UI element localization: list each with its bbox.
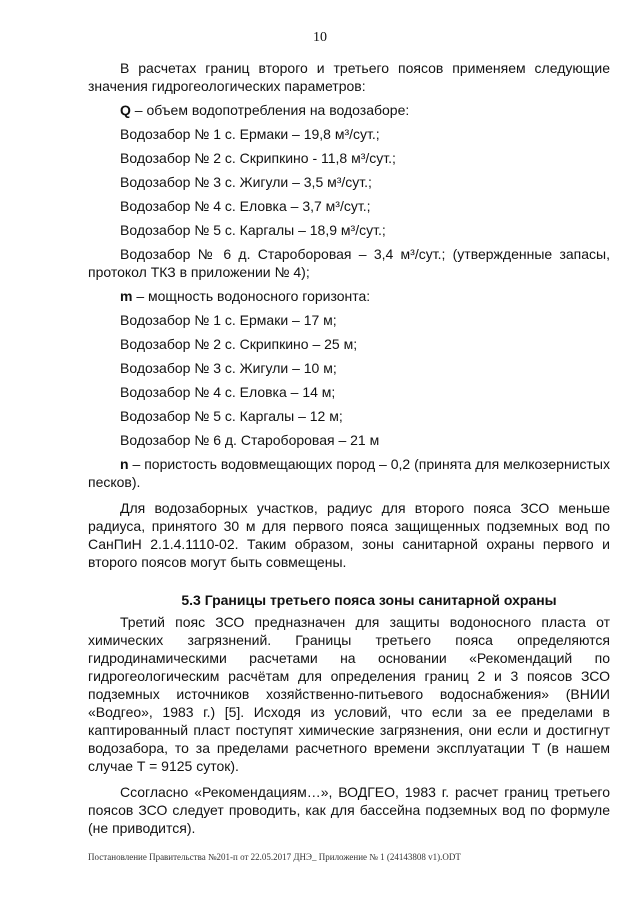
radius-paragraph: Для водозаборных участков, радиус для второго пояса ЗСО меньше радиуса, принятого 30 м для первого пояса защищенных подземных вод по СанПиН 2.1.4.1110-02. Таким образом, зоны санитарной охраны первого и второго поясов могут быть совмещены. [88, 500, 610, 570]
m-definition-text: – мощность водоносного горизонта: [132, 288, 371, 304]
document-footer: Постановление Правительства №201-п от 22.05.2017 ДНЭ_ Приложение № 1 (24143808 v1).ODT [88, 852, 461, 862]
m-item-2: Водозабор № 2 с. Скрипкино – 25 м; [120, 336, 358, 352]
n-symbol: n [120, 456, 129, 472]
page-content [88, 59, 610, 837]
m-item-6: Водозабор № 6 д. Староборовая – 21 м [120, 432, 380, 448]
m-item-3: Водозабор № 3 с. Жигули – 10 м; [120, 360, 337, 376]
m-item-5: Водозабор № 5 с. Каргалы – 12 м; [120, 408, 343, 424]
q-item-2: Водозабор № 2 с. Скрипкино - 11,8 м³/сут.; [120, 150, 396, 166]
m-item-4: Водозабор № 4 с. Еловка – 14 м; [120, 384, 336, 400]
q-symbol: Q [120, 102, 131, 118]
q-item-4: Водозабор № 4 с. Еловка – 3,7 м³/сут.; [120, 198, 371, 214]
q-item-3: Водозабор № 3 с. Жигули – 3,5 м³/сут.; [120, 174, 372, 190]
m-symbol: m [120, 288, 133, 304]
q-definition-text: – объем водопотребления на водозаборе: [130, 102, 410, 118]
q-definition [88, 101, 610, 119]
n-definition-text: – пористость водовмещающих пород – 0,2 (принята для мелкозернистых песков). [88, 456, 610, 490]
page-number: 10 [313, 30, 327, 45]
m-item-1: Водозабор № 1 с. Ермаки – 17 м; [120, 312, 337, 328]
q-item-5: Водозабор № 5 с. Каргалы – 18,9 м³/сут.; [120, 222, 386, 238]
intro-paragraph: В расчетах границ второго и третьего поясов применяем следующие значения гидрогеологических параметров: [88, 60, 610, 94]
q-item-1: Водозабор № 1 с. Ермаки – 19,8 м³/сут.; [120, 126, 380, 142]
q-item-6: Водозабор № 6 д. Староборовая – 3,4 м³/сут.; (утвержденные запасы, протокол ТКЗ в приложении № 4); [88, 246, 610, 280]
third-belt-paragraph: Третий пояс ЗСО предназначен для защиты водоносного пласта от химических загрязнений. Границы третьего пояса определяются гидродинамическими расчетами на основании «Рекомендаций по гидрогеологическим расчётам для определения границ 2 и 3 поясов ЗСО подземных источников хозяйственно-питьевого водоснабжения» (ВНИИ «Водгео», 1983 г.) [5]. Исходя из условий, что если за ее пределами в каптированный пласт поступят химические загрязнения, они если и достигнут водозабора, то за пределами расчетного времени эксплуатации T (в нашем случае T = 9125 суток). [88, 614, 610, 774]
section-heading: 5.3 Границы третьего пояса зоны санитарной охраны [181, 592, 557, 608]
vodgeo-paragraph: Ссогласно «Рекомендациям…», ВОДГЕО, 1983 г. расчет границ третьего поясов ЗСО следует проводить, как для бассейна подземных вод по формуле (не приводится). [88, 784, 610, 836]
m-definition [88, 287, 610, 305]
n-definition [88, 455, 610, 491]
